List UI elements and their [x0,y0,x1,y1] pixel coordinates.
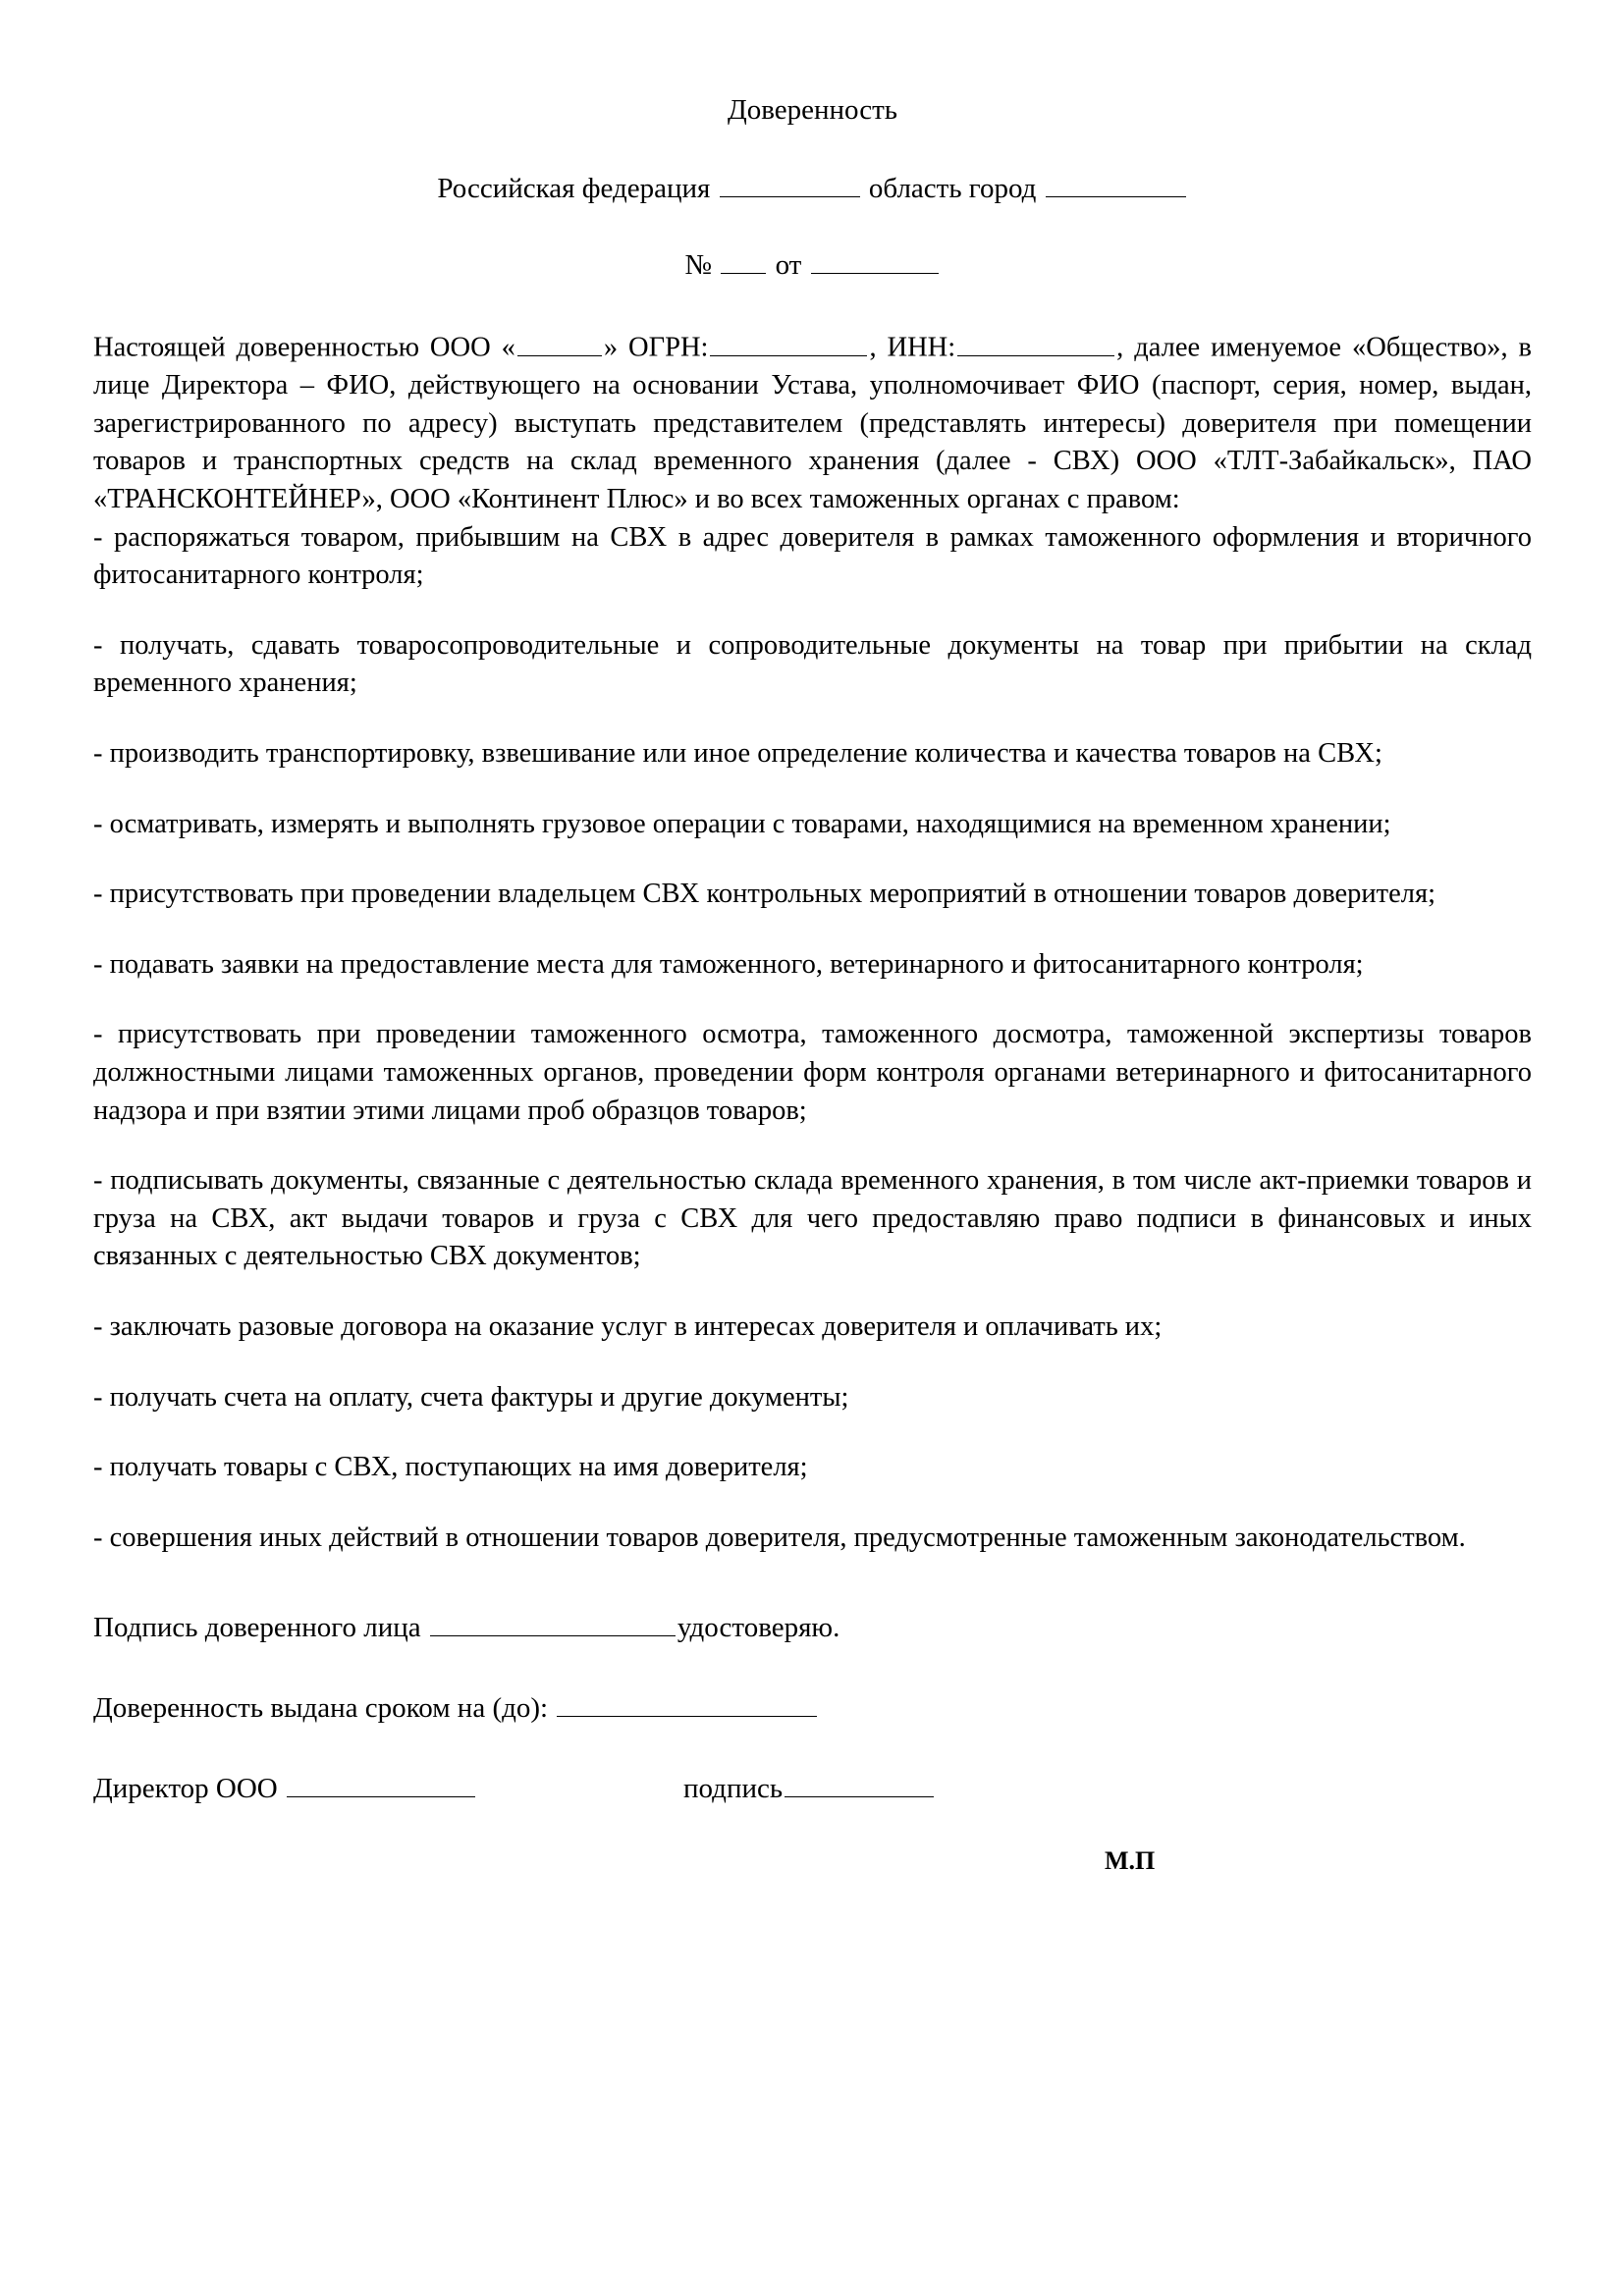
clause-item: - присутствовать при проведении владельцем СВХ контрольных мероприятий в отношении товаров доверителя; [93,879,1436,910]
clause-item: - осматривать, измерять и выполнять грузовое операции с товарами, находящимися на временном хранении; [93,808,1391,839]
attested-signature-line [93,1607,1532,1647]
city-blank-field[interactable] [1046,168,1186,197]
seal-mark: М.П [1105,1846,1156,1876]
signature-label: подпись [683,1773,784,1805]
director-signature-line [93,1768,1532,1808]
page-title: Доверенность [727,94,898,126]
clause-item: - распоряжаться товаром, прибывшим на СВХ в адрес доверителя в рамках таможенного оформления и вторичного фитосанитарного контроля; [93,521,1532,591]
jurisdiction-country: Российская федерация [437,173,711,204]
date-blank-field[interactable] [811,244,939,274]
director-label: Директор ООО [93,1773,278,1805]
trustee-signature-blank-field[interactable] [430,1607,676,1636]
validity-term-blank-field[interactable] [557,1687,817,1717]
clause-item: - получать, сдавать товаросопроводительные и сопроводительные документы на товар при прибытии на склад временного хранения; [93,629,1532,699]
jurisdiction-line [93,168,1532,205]
company-name-blank-field[interactable] [517,327,602,356]
director-name-blank-field[interactable] [287,1768,475,1797]
number-label: № [684,249,713,281]
intro-tail: , далее именуемое «Общество», в лице Директора – ФИО, действующего на основании Устава, уполномочивает ФИО (паспорт, серия, номер, выдан, зарегистрированного по адресу) выступать представителем (представлять интересы) доверителя при помещении товаров и транспортных средств на склад временного хранения (далее - СВХ) ООО «ТЛТ-Забайкальск», ПАО «ТРАНСКОНТЕЙНЕР», ООО «Континент Плюс» и во всех таможенных органах с правом: [93,332,1532,514]
jurisdiction-middle: область город [868,173,1037,204]
clause-item: - заключать разовые договора на оказание услуг в интересах доверителя и оплачивать их; [93,1311,1163,1343]
intro-quote-close: » [603,332,619,363]
clause-item: - совершения иных действий в отношении товаров доверителя, предусмотренные таможенным законодательством. [93,1522,1466,1553]
ogrn-label: ОГРН: [628,332,709,363]
clause-item: - подписывать документы, связанные с деятельностью склада временного хранения, в том числе акт-приемки товаров и груза на СВХ, акт выдачи товаров и груза с СВХ для чего предоставляю право подписи в финансовых и иных связанных с деятельностью СВХ документов; [93,1165,1532,1272]
intro-lead: Настоящей доверенностью ООО « [93,332,515,363]
region-blank-field[interactable] [720,168,860,197]
document-content [93,0,1532,1879]
clause-item: - присутствовать при проведении таможенного осмотра, таможенного досмотра, таможенной экспертизы товаров должностными лицами таможенных органов, проведении форм контроля органами ветеринарного и фитосанитарного надзора и при взятии этими лицами проб образцов товаров; [93,1019,1532,1126]
clause-item: - получать товары с СВХ, поступающих на имя доверителя; [93,1452,808,1483]
attest-prefix-label: Подпись доверенного лица [93,1611,421,1643]
inn-blank-field[interactable] [957,327,1114,356]
number-blank-field[interactable] [721,244,766,274]
term-label: Доверенность выдана сроком на (до): [93,1691,549,1724]
signature-block [93,1607,1532,1879]
ogrn-blank-field[interactable] [710,327,867,356]
director-signature-blank-field[interactable] [785,1768,934,1797]
date-label: от [775,249,802,281]
validity-term-line [93,1687,1532,1728]
intro-paragraph [93,327,1532,519]
attest-suffix-label: удостоверяю. [677,1611,840,1643]
inn-label: , ИНН: [869,332,956,363]
clause-item: - производить транспортировку, взвешивание или иное определение количества и качества товаров на СВХ; [93,737,1382,769]
clause-item: - получать счета на оплату, счета фактуры и другие документы; [93,1381,849,1413]
document-body [93,327,1532,1558]
document-number-line [93,244,1532,282]
clause-item: - подавать заявки на предоставление места для таможенного, ветеринарного и фитосанитарного контроля; [93,948,1364,980]
